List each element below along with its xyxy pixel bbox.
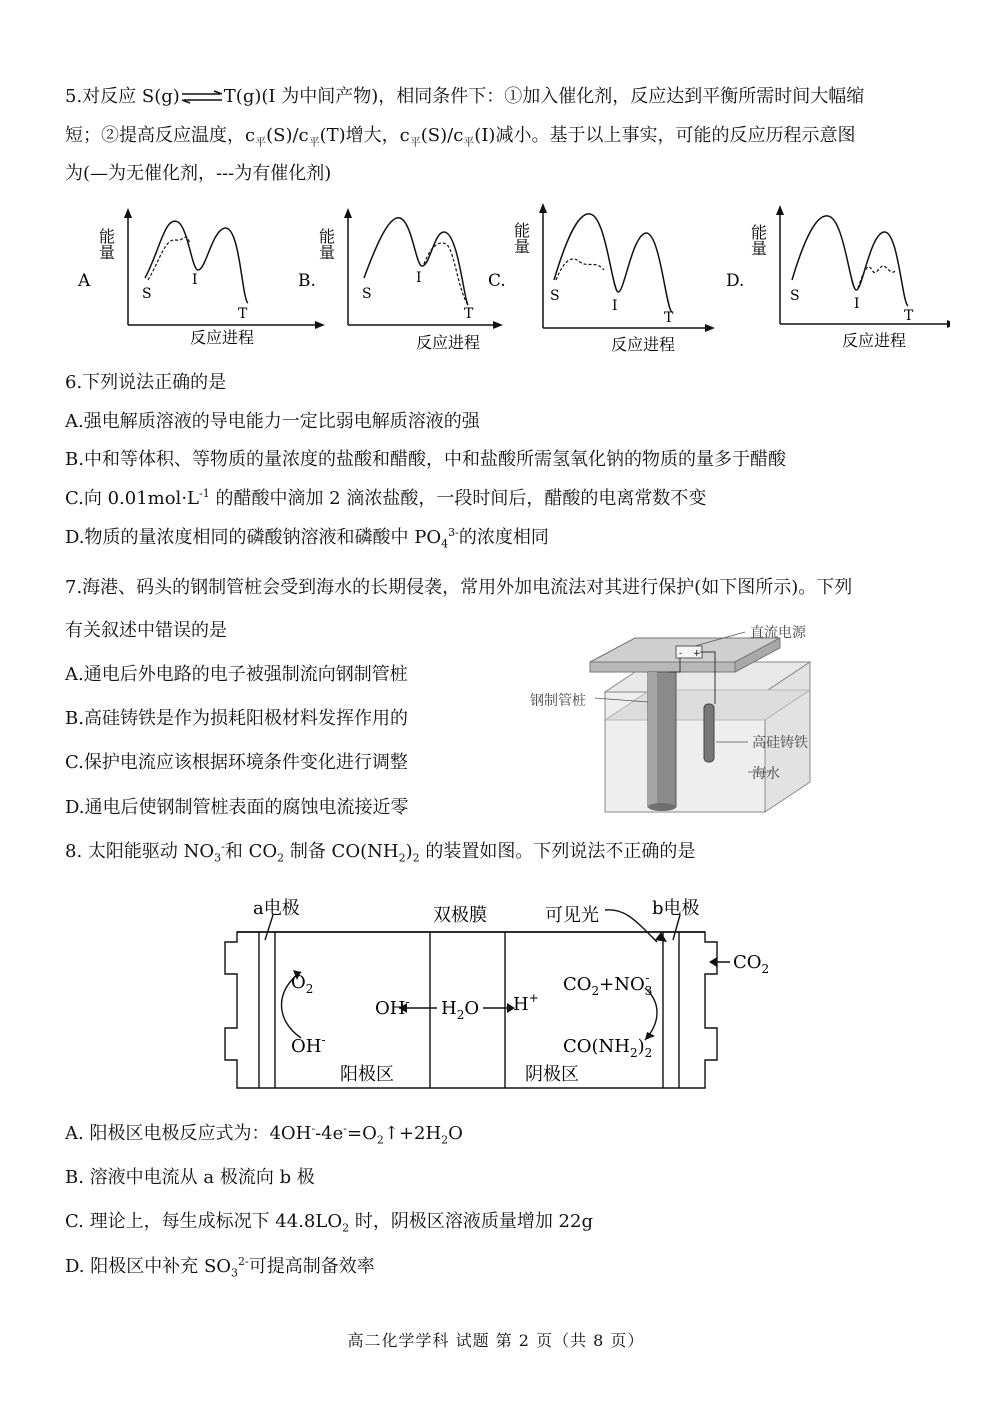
oh-mid-label [375,995,410,1019]
o2-text: O [291,972,306,993]
sup-minus: - [645,971,650,985]
diagram-letter: D. [726,271,745,291]
diagram-c [488,203,715,354]
membrane-label: 双极膜 [433,905,487,926]
q5-stem-line2 [65,124,855,148]
q5-text: T(g)(I 为中间产物)，相同条件下：①加入催化剂，反应达到平衡所需时间大幅缩 [223,86,865,107]
sup-minus: - [321,1033,326,1047]
h-text: H [513,994,529,1015]
q8-sup: - [343,1122,347,1135]
equilibrium-arrow-icon [180,90,224,104]
power-label: 直流电源 [750,625,806,641]
sub-2: 2 [644,1046,653,1060]
x-axis-label: 反应进程 [190,328,255,347]
q6-text: 的醋酸中滴加 2 滴浓盐酸，一段时间后，醋酸的电离常数不变 [209,488,707,509]
label-i: I [854,296,860,312]
o2-label [291,972,313,996]
diagram-a [77,208,325,347]
q7-option-a: A.通电后外电路的电子被强制流向钢制管桩 [65,664,408,685]
b-electrode-label: b电极 [652,898,700,919]
sub-2: 2 [630,1046,638,1060]
q6-option-a: A.强电解质溶液的导电能力一定比弱电解质溶液的强 [65,411,480,432]
cathode-zone-label: 阴极区 [525,1064,579,1085]
label-i: I [612,298,618,314]
q5-stem-line3: 为(—为无催化剂，---为有催化剂) [65,163,332,184]
q8-option-d [65,1255,375,1279]
sub-2: 2 [456,1008,465,1022]
oh-text: OH [291,1036,322,1057]
q8-sup: - [311,1122,316,1135]
sup-minus: - [405,995,410,1009]
q7-option-d: D.通电后使钢制管桩表面的腐蚀电流接近零 [65,797,409,818]
q5-text: (S)/c [266,125,309,146]
paren: ) [637,1036,645,1057]
energy-diagrams [70,200,950,360]
a-electrode-label: a电极 [253,898,300,919]
o-text: O [464,998,480,1019]
q5-text: (S)/c [420,125,464,146]
svg-text:-: - [679,649,683,659]
q7-stem-line1: 7.海港、码头的钢制管桩会受到海水的长期侵袭，常用外加电流法对其进行保护(如下图所示)。下列 [65,577,853,598]
q5-text: (I)减小。基于以上事实，可能的反应历程示意图 [474,125,856,146]
page-footer: 高二化学学科 试题 第 2 页（共 8 页） [347,1331,645,1350]
label-t: T [464,306,474,322]
sub-ping: 平 [255,135,267,149]
q8-text: 8. 太阳能驱动 NO [65,841,215,862]
q8-text: 和 CO [224,841,278,862]
sub-ping: 平 [409,135,421,149]
q5-stem-line1 [65,85,864,109]
q7-option-c: C.保护电流应该根据环境条件变化进行调整 [65,752,408,773]
q6-text: C.向 0.01mol·L [65,488,199,509]
q8-text: 制备 CO(NH [284,841,399,862]
urea-label [563,1036,652,1060]
label-t: T [238,306,248,322]
label-s: S [142,286,152,302]
y-axis-label: 能量 [96,228,116,260]
no3-text: +NO [599,974,645,995]
label-t: T [904,308,914,324]
label-s: S [550,288,560,304]
q8-sub: 2 [398,851,406,865]
svg-text:+: + [693,649,701,659]
anode-zone-label: 阳极区 [340,1064,394,1085]
q8-stem [65,840,695,864]
q8-sub: 2 [342,1221,350,1235]
q8-text: -4e [315,1123,344,1144]
q5-text: 5.对反应 S(g) [65,86,180,107]
q8-sub: 3 [214,851,222,865]
anode-label: 高硅铸铁 [752,735,808,751]
diagram-b [298,208,503,352]
label-s: S [362,286,372,302]
q6-option-d [65,526,549,550]
q7-stem-line2: 有关叙述中错误的是 [65,620,227,641]
pile-label: 钢制管桩 [530,693,586,709]
co2-inlet-label [733,952,769,976]
q8-text: A. 阳极区电极反应式为：4OH [65,1123,312,1144]
oh-text: OH [375,998,406,1019]
q6-text: 的浓度相同 [458,527,549,548]
q8-option-b: B. 溶液中电流从 a 极流向 b 极 [65,1167,315,1188]
q5-text: 短；②提高反应温度，c [65,125,256,146]
q8-text: D. 阳极区中补充 SO [65,1256,232,1277]
q8-sub: 2 [412,851,420,865]
q8-text: C. 理论上，每生成标况下 44.8LO [65,1211,343,1232]
sub-2: 2 [761,962,770,976]
q6-option-b: B.中和等体积、等物质的量浓度的盐酸和醋酸，中和盐酸所需氢氧化钠的物质的量多于醋酸 [65,449,786,470]
label-i: I [192,272,198,288]
diagram-d [726,205,950,350]
urea-text: CO(NH [563,1036,630,1057]
sup-plus: + [528,991,539,1005]
q8-sub: 2 [277,851,285,865]
label-i: I [416,270,422,286]
x-axis-label: 反应进程 [842,331,907,350]
q6-stem: 6.下列说法正确的是 [65,372,227,393]
q8-text: ↑+2H [383,1123,442,1144]
q8-option-a [65,1122,463,1146]
q8-sup: 2- [238,1255,249,1268]
oh-left-label [291,1033,326,1057]
sub-2: 2 [591,984,600,998]
q5-text: (T)增大，c [319,125,410,146]
sub-ping: 平 [463,135,475,149]
x-axis-label: 反应进程 [611,335,676,354]
electrolysis-cell-figure [215,890,775,1100]
h2o-label [441,998,479,1022]
co2-text: CO [733,952,762,973]
co2-text: CO [563,974,592,995]
y-axis-label: 能量 [511,222,531,254]
q8-text: =O [346,1123,377,1144]
q6-sup: -1 [199,487,210,500]
diagram-letter: A [78,271,91,291]
h-text: H [441,998,457,1019]
q8-text: 的装置如图。下列说法不正确的是 [419,841,696,862]
sub-2: 2 [305,982,314,996]
h-plus-label [513,991,539,1015]
q8-text: 时，阴极区溶液质量增加 22g [349,1211,593,1232]
q6-sub: 4 [441,537,449,551]
x-axis-label: 反应进程 [416,333,481,352]
sub-3: 3 [644,984,653,998]
q6-option-c [65,487,706,511]
sub-ping: 平 [308,135,320,149]
light-label: 可见光 [545,905,599,926]
diagram-letter: B. [298,271,316,291]
cathodic-protection-figure [520,612,850,822]
diagram-letter: C. [488,271,506,291]
q8-sub: 2 [376,1133,384,1147]
label-t: T [664,310,674,326]
q7-option-b: B.高硅铸铁是作为损耗阳极材料发挥作用的 [65,708,408,729]
label-s: S [790,288,800,304]
co2-no3-label [563,971,652,998]
q8-text: ) [405,841,413,862]
q8-sub: 2 [441,1133,449,1147]
q8-sub: 3 [231,1266,239,1280]
seawater-label: 海水 [752,766,780,782]
q8-text: 可提高制备效率 [248,1256,375,1277]
y-axis-label: 能量 [316,228,336,260]
q8-text: O [448,1123,463,1144]
q6-sup: 3- [448,526,459,539]
q6-text: D.物质的量浓度相同的磷酸钠溶液和磷酸中 PO [65,527,442,548]
q8-sup: - [221,840,225,853]
q8-option-c [65,1210,593,1234]
y-axis-label: 能量 [748,224,768,256]
